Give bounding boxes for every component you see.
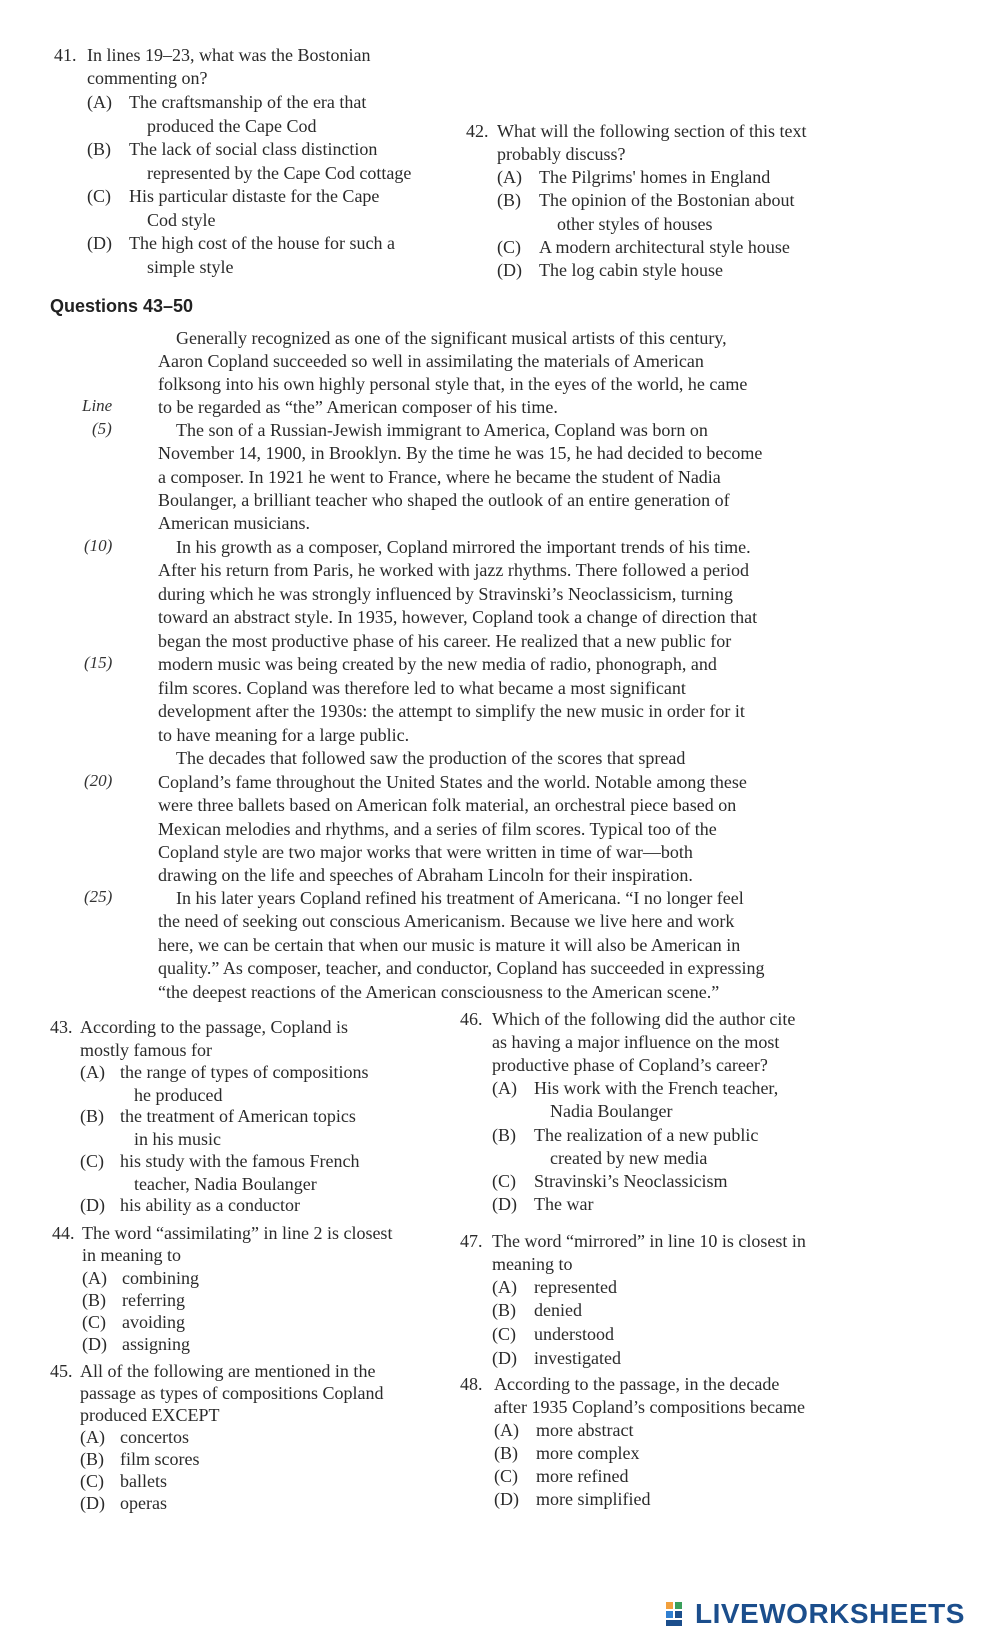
passage-line: Generally recognized as one of the significant musical artists of this century,	[176, 328, 727, 348]
line-number: (10)	[84, 536, 113, 555]
question-number: 47.	[460, 1231, 483, 1251]
passage-line: here, we can be certain that when our music is mature it will also be American in	[158, 935, 741, 955]
question-number: 42.	[466, 121, 489, 141]
question-text: productive phase of Copland’s career?	[492, 1055, 768, 1075]
question-text: meaning to	[492, 1254, 573, 1274]
line-number: (20)	[84, 771, 113, 790]
passage-line: modern music was being created by the new media of radio, phonograph, and	[158, 654, 717, 674]
passage-line: quality.” As composer, teacher, and conductor, Copland has succeeded in expressing	[158, 958, 765, 978]
question-number: 44.	[52, 1223, 75, 1243]
question-text: What will the following section of this text	[497, 121, 807, 141]
question-text: commenting on?	[87, 68, 208, 88]
liveworksheets-logo[interactable]	[665, 1598, 965, 1630]
question-number: 41.	[54, 45, 77, 65]
question-text: produced EXCEPT	[80, 1405, 220, 1425]
question-number: 45.	[50, 1361, 73, 1381]
line-label: Line	[82, 396, 113, 415]
liveworksheets-brand: LIVEWORKSHEETS	[695, 1598, 965, 1629]
question-text: According to the passage, Copland is	[80, 1017, 348, 1037]
passage-line: The son of a Russian-Jewish immigrant to America, Copland was born on	[176, 420, 708, 440]
passage-line: November 14, 1900, in Brooklyn. By the time he was 15, he had decided to become	[158, 443, 763, 463]
liveworksheets-logo-icon	[665, 1601, 691, 1627]
passage-line: to be regarded as “the” American composer of his time.	[158, 397, 558, 417]
passage-line: After his return from Paris, he worked with jazz rhythms. There followed a period	[158, 560, 749, 580]
question-number: 43.	[50, 1017, 73, 1037]
passage-line: Aaron Copland succeeded so well in assimilating the materials of American	[158, 351, 704, 371]
passage-line: folksong into his own highly personal style that, in the eyes of the world, he came	[158, 374, 748, 394]
question-text: in meaning to	[82, 1245, 181, 1265]
question-text: According to the passage, in the decade	[494, 1374, 780, 1394]
passage-line: “the deepest reactions of the American consciousness to the American scene.”	[158, 982, 720, 1002]
question-text: mostly famous for	[80, 1040, 212, 1060]
passage-line: to have meaning for a large public.	[158, 725, 410, 745]
passage-line: Copland’s fame throughout the United States and the world. Notable among these	[158, 772, 747, 792]
passage-line: In his growth as a composer, Copland mirrored the important trends of his time.	[176, 537, 751, 557]
passage-line: film scores. Copland was therefore led to what became a most significant	[158, 678, 686, 698]
line-number: (5)	[92, 419, 112, 438]
question-text: after 1935 Copland’s compositions became	[494, 1397, 805, 1417]
question-number: 46.	[460, 1009, 483, 1029]
passage-line: Boulanger, a brilliant teacher who shaped the outlook of an entire generation of	[158, 490, 730, 510]
line-number: (25)	[84, 887, 113, 906]
passage-line: began the most productive phase of his career. He realized that a new public for	[158, 631, 732, 651]
passage-line: development after the 1930s: the attempt to simplify the new music in order for it	[158, 701, 745, 721]
question-text: Which of the following did the author cite	[492, 1009, 796, 1029]
passage-line: American musicians.	[158, 513, 310, 533]
question-text: The word “mirrored” in line 10 is closest in	[492, 1231, 806, 1251]
question-text: In lines 19–23, what was the Bostonian	[87, 45, 371, 65]
passage-line: Mexican melodies and rhythms, and a series of film scores. Typical too of the	[158, 819, 717, 839]
passage-line: In his later years Copland refined his treatment of Americana. “I no longer feel	[176, 888, 744, 908]
question-text: All of the following are mentioned in the	[80, 1361, 376, 1381]
line-number: (15)	[84, 653, 113, 672]
question-text: The word “assimilating” in line 2 is closest	[82, 1223, 393, 1243]
passage-line: during which he was strongly influenced by Stravinski’s Neoclassicism, turning	[158, 584, 733, 604]
passage-line: a composer. In 1921 he went to France, where he became the student of Nadia	[158, 467, 721, 487]
question-text: as having a major influence on the most	[492, 1032, 780, 1052]
passage-line: were three ballets based on American folk material, an orchestral piece based on	[158, 795, 737, 815]
section-heading: Questions 43–50	[50, 296, 194, 316]
passage-line: toward an abstract style. In 1935, however, Copland took a change of direction that	[158, 607, 758, 627]
question-text: probably discuss?	[497, 144, 626, 164]
passage-line: drawing on the life and speeches of Abraham Lincoln for their inspiration.	[158, 865, 693, 885]
passage-line: the need of seeking out conscious Americanism. Because we live here and work	[158, 911, 735, 931]
question-number: 48.	[460, 1374, 483, 1394]
question-text: passage as types of compositions Copland	[80, 1383, 384, 1403]
passage-line: Copland style are two major works that were written in time of war—both	[158, 842, 693, 862]
passage-line: The decades that followed saw the production of the scores that spread	[176, 748, 686, 768]
